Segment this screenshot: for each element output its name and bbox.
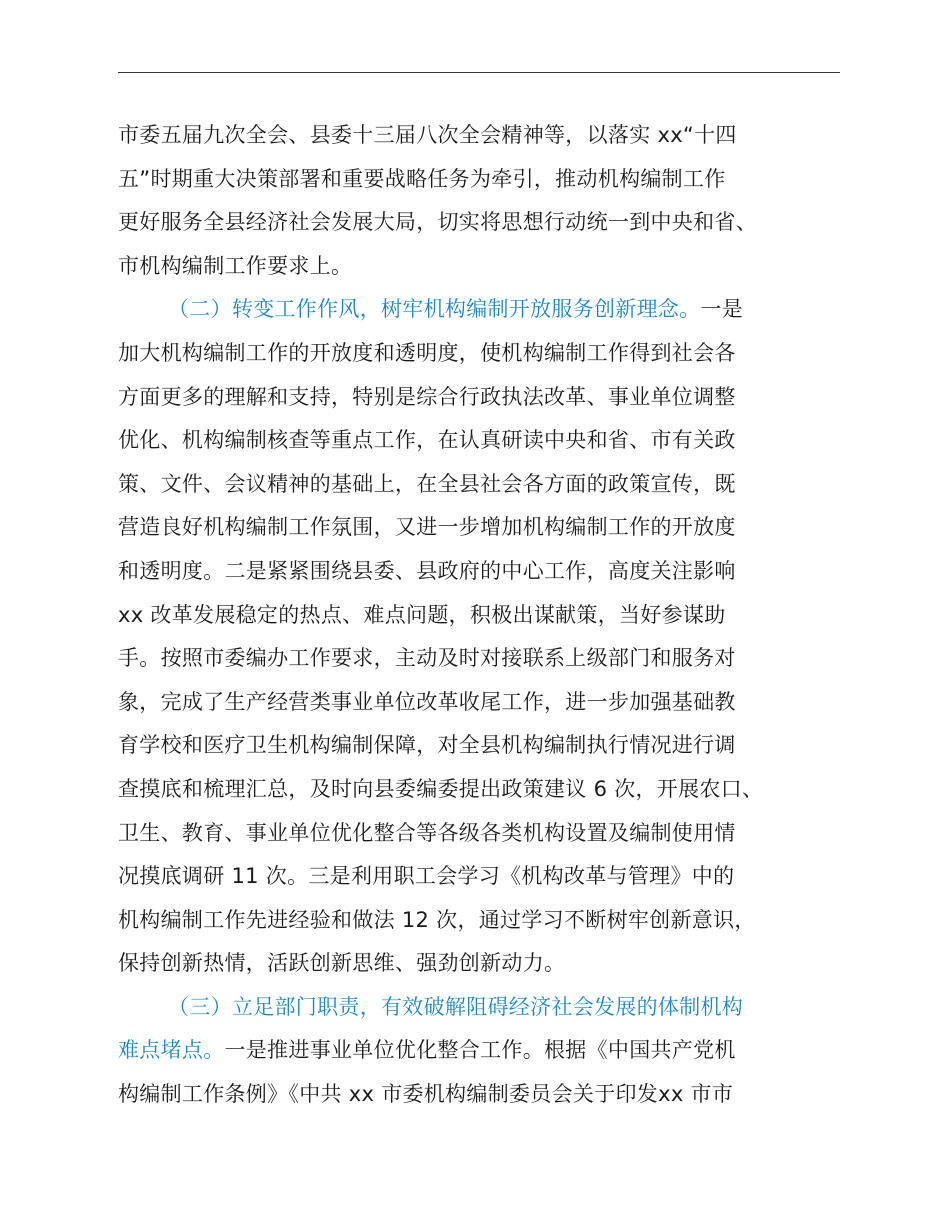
text-line: 市机构编制工作要求上。 xyxy=(118,253,353,278)
text-line: 更好服务全县经济社会发展大局，切实将思想行动统一到中央和省、 xyxy=(118,210,757,235)
text-line: 市委五届九次全会、县委十三届八次全会精神等，以落实 xx“十四 xyxy=(118,123,737,147)
body-text xyxy=(118,114,878,1117)
text-line: 构编制工作条例》《中共 xx 市委机构编制委员会关于印发xx 市市 xyxy=(118,1082,734,1107)
text-line: 查摸底和梳理汇总，及时向县委编委提出政策建议 6 次，开展农口、 xyxy=(118,776,764,801)
section-heading-line: 难点堵点。一是推进事业单位优化整合工作。根据《中国共产党机 xyxy=(118,1038,736,1063)
text-line: 方面更多的理解和支持，特别是综合行政执法改革、事业单位调整 xyxy=(118,384,736,409)
text-line: 机构编制工作先进经验和做法 12 次，通过学习不断树牢创新意识， xyxy=(118,907,756,932)
text-line: 手。按照市委编办工作要求，主动及时对接联系上级部门和服务对 xyxy=(118,646,736,671)
text-line: 加大机构编制工作的开放度和透明度，使机构编制工作得到社会各 xyxy=(118,340,736,365)
text-line: 卫生、教育、事业单位优化整合等各级各类机构设置及编制使用情 xyxy=(118,820,736,845)
text-line: xx 改革发展稳定的热点、难点问题，积极出谋献策，当好参谋助 xyxy=(118,602,726,627)
text-line: 五”时期重大决策部署和重要战略任务为牵引，推动机构编制工作 xyxy=(118,166,726,191)
section-heading-line: （二）转变工作作风，树牢机构编制开放服务创新理念。一是 xyxy=(168,297,744,322)
section-heading-3-cont: 难点堵点。 xyxy=(118,1038,225,1063)
text-line: 保持创新热情，活跃创新思维、强劲创新动力。 xyxy=(118,951,566,976)
text-line: 和透明度。二是紧紧围绕县委、县政府的中心工作，高度关注影响 xyxy=(118,558,736,583)
text-line: 优化、机构编制核查等重点工作，在认真研读中央和省、市有关政 xyxy=(118,428,736,453)
section-heading-3: （三）立足部门职责，有效破解阻碍经济社会发展的体制机构 xyxy=(168,994,744,1019)
section-heading-line xyxy=(118,986,878,1030)
text-line: 况摸底调研 11 次。三是利用职工会学习《机构改革与管理》中的 xyxy=(118,864,735,889)
header-rule xyxy=(118,72,840,73)
section-heading-2: （二）转变工作作风，树牢机构编制开放服务创新理念。 xyxy=(168,297,701,322)
text-line: 策、文件、会议精神的基础上，在全县社会各方面的政策宣传，既 xyxy=(118,471,736,496)
text-line: 象，完成了生产经营类事业单位改革收尾工作，进一步加强基础教 xyxy=(118,689,736,714)
text-line: 育学校和医疗卫生机构编制保障，对全县机构编制执行情况进行调 xyxy=(118,733,736,758)
text-line: 营造良好机构编制工作氛围，又进一步增加机构编制工作的开放度 xyxy=(118,515,736,540)
